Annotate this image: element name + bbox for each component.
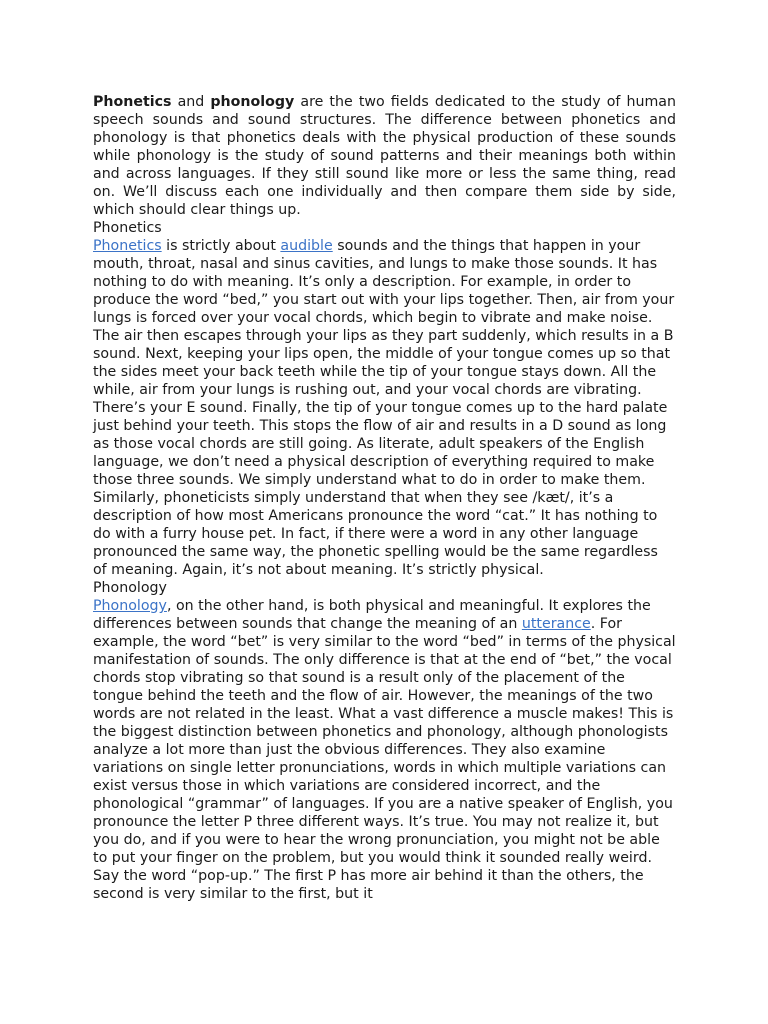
section-heading-phonetics: Phonetics <box>93 220 162 236</box>
utterance-link[interactable]: utterance <box>521 616 591 632</box>
document-page <box>93 93 676 903</box>
phonology-link[interactable]: Phonology <box>93 598 167 614</box>
phonetics-paragraph <box>93 237 676 579</box>
intro-paragraph <box>93 93 676 219</box>
phonetics-text-2: sounds and the things that happen in your mouth, throat, nasal and sinus cavities, and lungs to make those sounds. It has nothing to do with meaning. It’s only a description. For example, in order to produce the word “bed,” you start out with your lips together. Then, air from your lungs is forced over your vocal chords, which begin to vibrate and make noise. The air then escapes through your lips as they part suddenly, which results in a B sound. Next, keeping your lips open, the middle of your tongue comes up so that the sides meet your back teeth while the tip of your tongue stays down. All the while, air from your lungs is rushing out, and your vocal chords are vibrating. There’s your E sound. Finally, the tip of your tongue comes up to the hard palate just behind your teeth. This stops the flow of air and results in a D sound as long as those vocal chords are still going. As literate, adult speakers of the English language, we don’t need a physical description of everything required to make those three sounds. We simply understand what to do in order to make them. Similarly, phoneticists simply understand that when they see /kæt/, it’s a description of how most Americans pronounce the word “cat.” It has nothing to do with a furry house pet. In fact, if there were a word in any other language pronounced the same way, the phonetic spelling would be the same regardless of meaning. Again, it’s not about meaning. It’s strictly physical. <box>93 238 675 578</box>
phonology-paragraph <box>93 597 676 903</box>
phonology-text-1: , on the other hand, is both physical and meaningful. It explores the differences between sounds that change the meaning of an <box>93 598 651 632</box>
section-heading-phonology: Phonology <box>93 580 167 596</box>
phonology-text-2: . For example, the word “bet” is very similar to the word “bed” in terms of the physical manifestation of sounds. The only difference is that at the end of “bet,” the vocal chords stop vibrating so that sound is a result only of the placement of the tongue behind the teeth and the flow of air. However, the meanings of the two words are not related in the least. What a vast difference a muscle makes! This is the biggest distinction between phonetics and phonology, although phonologists analyze a lot more than just the obvious differences. They also examine variations on single letter pronunciations, words in which multiple variations can exist versus those in which variations are considered incorrect, and the phonological “grammar” of languages. If you are a native speaker of English, you pronounce the letter P three different ways. It’s true. You may not realize it, but you do, and if you were to hear the wrong pronunciation, you might not be able to put your finger on the problem, but you would think it sounded really weird. Say the word “pop-up.” The first P has more air behind it than the others, the second is very similar to the first, but it <box>93 616 676 902</box>
phonetics-text-1: is strictly about <box>161 238 281 254</box>
intro-term-phonology: phonology <box>210 94 295 110</box>
phonetics-link[interactable]: Phonetics <box>93 238 162 254</box>
intro-term-phonetics: Phonetics <box>93 94 172 110</box>
intro-body-text: are the two fields dedicated to the study of human speech sounds and sound structures. The difference between phonetics and phonology is that phonetics deals with the physical production of these sounds while phonology is the study of sound patterns and their meanings both within and across languages. If they still sound like more or less the same thing, read on. We’ll discuss each one individually and then compare them side by side, which should clear things up. <box>93 94 676 218</box>
intro-conjunction: and <box>171 94 211 110</box>
audible-link[interactable]: audible <box>280 238 333 254</box>
